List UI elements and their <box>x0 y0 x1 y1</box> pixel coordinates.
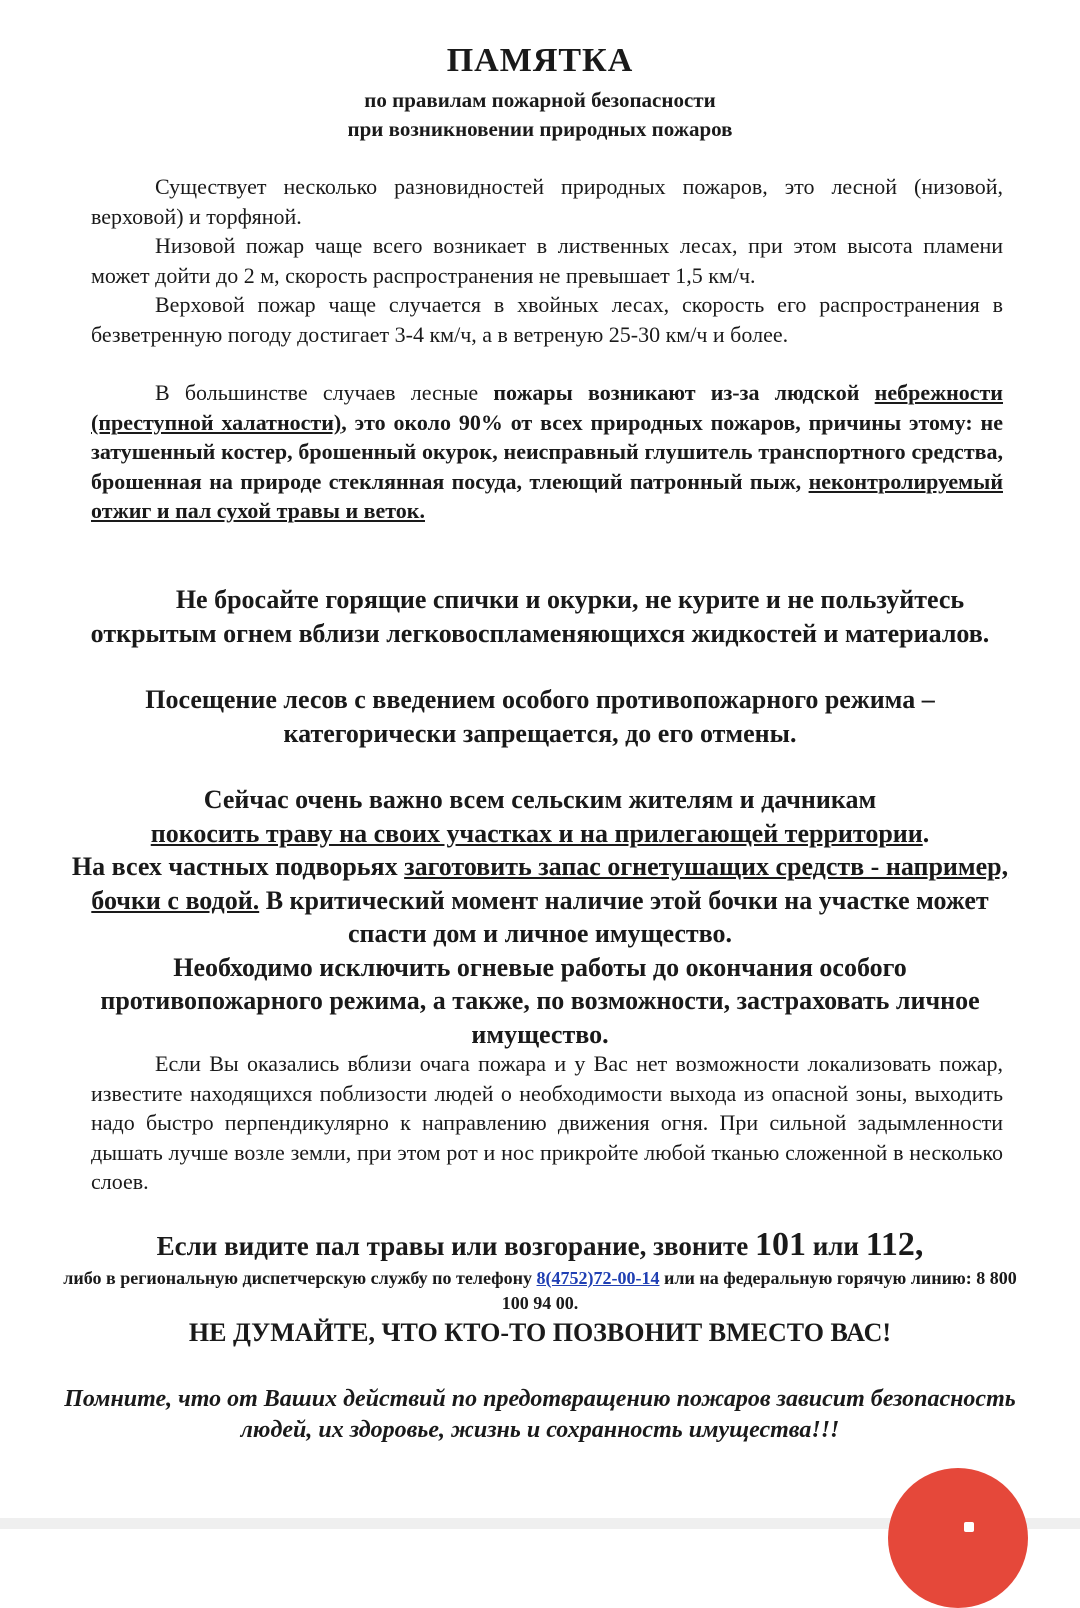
phone-112: 112, <box>865 1226 924 1263</box>
page-title: ПАМЯТКА <box>446 42 634 79</box>
subtitle-line-2: при возникновении природных пожаров <box>347 117 733 141</box>
closing-reminder: Помните, что от Ваших действий по предотвращению пожаров зависит безопасность людей, их здоровье, жизнь и сохранность имущества!!! <box>64 1386 1016 1443</box>
fab-icon <box>964 1522 974 1532</box>
cta-period: . <box>922 818 930 848</box>
causes-grass-burning: неконтролируемый отжиг и пал сухой травы и веток. <box>91 468 1003 523</box>
paragraph-ground-fire: Низовой пожар чаще всего возникает в лиственных лесах, при этом высота пламени может дойти до 2 м, скорость распространения не превышает 1,5 км/ч. <box>91 233 1003 288</box>
phone-details <box>60 1266 1020 1316</box>
cta-line-1: Сейчас очень важно всем сельским жителям и дачникам <box>203 785 877 814</box>
paragraph-evacuation: Если Вы оказались вблизи очага пожара и у Вас нет возможности локализовать пожар, известите находящихся поблизости людей о необходимости выхода из опасной зоны, выходить надо быстро перпендикулярно к направлению движения огня. При сильной задымленности дышать лучше возле земли, при этом рот и нос прикройте любой тканью сложенной в несколько слоев. <box>91 1051 1003 1194</box>
paragraph-fire-types: Существует несколько разновидностей природных пожаров, это лесной (низовой, верховой) и торфяной. <box>91 174 1003 229</box>
phone-headline-text: Если видите пал травы или возгорание, звоните <box>156 1231 755 1261</box>
warning-forest-ban: Посещение лесов с введением особого противопожарного режима – категорически запрещается, до его отмены. <box>145 685 935 748</box>
cta-water-barrels: заготовить запас огнетушащих средств - например, бочки с водой. <box>91 852 1009 915</box>
causes-bold-1: пожары возникают из-за людской <box>493 380 875 405</box>
causes-intro: В большинстве случаев лесные <box>155 380 494 405</box>
paragraph-causes <box>91 378 1003 526</box>
warning-no-fire: Не бросайте горящие спички и окурки, не курите и не пользуйтесь открытым огнем вблизи легковоспламеняющихся жидкостей и материалов. <box>90 585 990 648</box>
causes-negligence: небрежности (преступной халатности) <box>91 380 1003 435</box>
hotline-text: или на федеральную горячую линию: 8 800 100 94 00. <box>501 1268 1017 1313</box>
cta-line-2-end: В критический момент наличие этой бочки на участке может спасти дом и личное имущество. <box>259 885 989 948</box>
call-to-action <box>60 783 1020 1051</box>
cta-line-3: Необходимо исключить огневые работы до окончания особого противопожарного режима, а также, по возможности, застраховать личное имущество. <box>100 952 980 1049</box>
phone-101: 101 <box>754 1226 806 1263</box>
phone-details-text: либо в региональную диспетчерскую службу по телефону <box>63 1268 537 1288</box>
regional-phone-link[interactable]: 8(4752)72-00-14 <box>536 1268 660 1288</box>
floating-action-button[interactable] <box>888 1468 1028 1608</box>
cta-line-2: На всех частных подворьях <box>71 852 405 881</box>
phone-headline <box>60 1228 1020 1264</box>
dont-think-warning: НЕ ДУМАЙТЕ, ЧТО КТО-ТО ПОЗВОНИТ ВМЕСТО ВАС! <box>188 1318 892 1347</box>
phone-or: или <box>805 1231 866 1261</box>
causes-list: , это около 90% от всех природных пожаров, причины этому: не затушенный костер, брошенный окурок, неисправный глушитель транспортного средства, брошенная на природе стеклянная посуда, тлеющий патронный пыж, <box>91 409 1003 494</box>
cta-mow-grass: покосить траву на своих участках и на прилегающей территории <box>150 818 923 848</box>
paragraph-crown-fire: Верховой пожар чаще случается в хвойных лесах, скорость его распространения в безветренную погоду достигает 3-4 км/ч, а в ветреную 25-30 км/ч и более. <box>91 292 1003 347</box>
subtitle-line-1: по правилам пожарной безопасности <box>364 88 716 112</box>
